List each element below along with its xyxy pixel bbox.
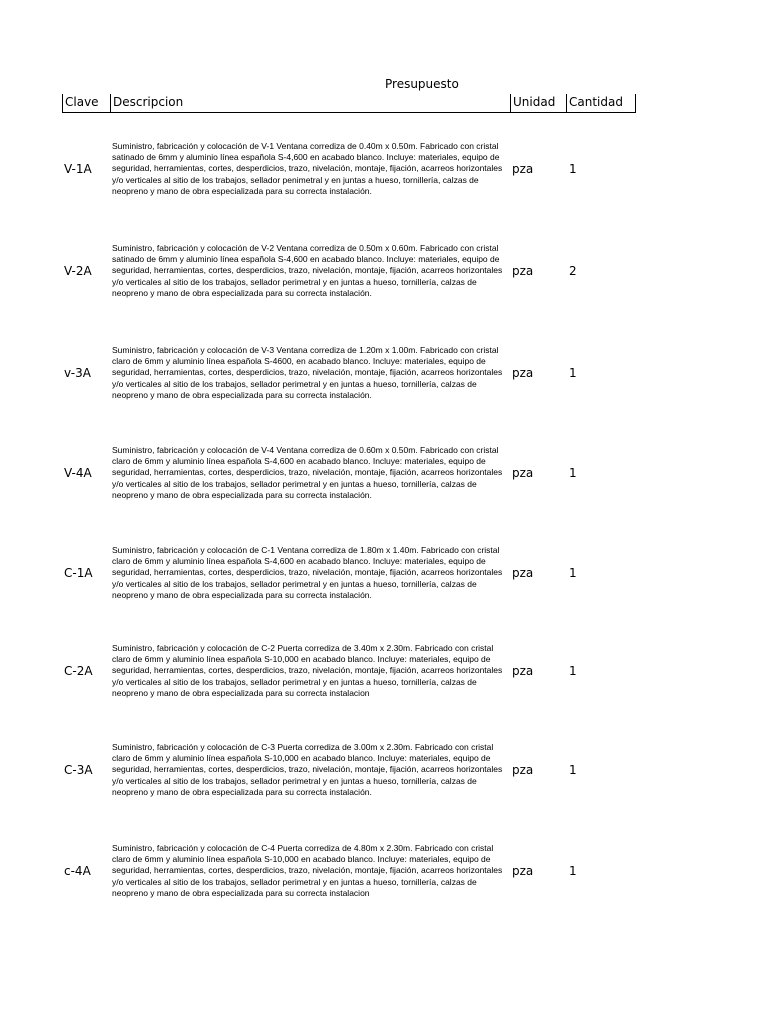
cell-clave: V-2A [64,264,92,278]
cell-descripcion [112,435,512,511]
cell-clave: v-3A [64,366,91,380]
cell-unidad: pza [512,864,534,878]
cell-clave: V-1A [64,162,92,176]
cell-clave: V-4A [64,466,92,480]
descripcion-text: Suministro, fabricación y colocación de V-1 Ventana corrediza de 0.40m x 0.50m. Fabricado con cristal satinado de 6mm y aluminio línea española S-4,600 en acabado blanco. Incluye: materiales, equipo de seguridad, herramientas, cortes, desperdicios, trazo, nivelación, montaje, fijación, acarreos horizontales y/o verticales al sitio de los trabajos, sellador penimetral y en juntas a hueso, tornillería, calzas de neopreno y mano de obra especializada para su correcta instalación. [112,140,503,196]
cell-unidad: pza [512,264,534,278]
cell-clave: C-1A [64,566,93,580]
descripcion-text: Suministro, fabricación y colocación de C-4 Puerta corrediza de 4.80m x 2.30m. Fabricado con cristal claro de 6mm y aluminio línea española S-10,000 en acabado blanco. Incluye: materiales, equipo de seguridad, herramientas, cortes, desperdicios, trazo, nivelación, montaje, fijación, acarreos horizontales y/o verticales al sitio de los trabajos, sellador perimetral y en juntas a hueso, tornillería, calzas de neopreno y mano de obra especializada para su correcta instalacion [112,842,503,898]
descripcion-text: Suministro, fabricación y colocación de C-3 Puerta corrediza de 3.00m x 2.30m. Fabricado con cristal claro de 6mm y aluminio línea española S-10,000 en acabado blanco. Incluye: materiales, equipo de seguridad, herramientas, cortes, desperdicios, trazo, nivelación, montaje, fijación, acarreos horizontales y/o verticales al sitio de los trabajos, sellador perimetral y en juntas a hueso, tornillería, calzas de neopreno y mano de obra especializada para su correcta instalación. [112,741,503,797]
table-row [62,435,636,511]
cell-clave: C-2A [64,664,93,678]
cell-cantidad: 1 [569,763,577,777]
descripcion-text: Suministro, fabricación y colocación de V-4 Ventana corrediza de 0.60m x 0.50m. Fabricado con cristal claro de 6mm y aluminio línea española S-4,600 en acabado blanco. Incluye: materiales, equipo de seguridad, herramientas, cortes, desperdicios, trazo, nivelación, montaje, fijación, acarreos horizontales y/o verticales al sitio de los trabajos, sellador perimetral y en juntas a hueso, tornillería, calzas de neopreno y mano de obra especializada para su correcta instalación. [112,444,503,500]
cell-cantidad: 1 [569,466,577,480]
descripcion-text: Suministro, fabricación y colocación de C-1 Ventana corrediza de 1.80m x 1.40m. Fabricado con cristal claro de 6mm y aluminio línea española S-4,600 en acabado blanco. Incluye: materiales, equipo de seguridad, herramientas, cortes, desperdicios, trazo, nivelación, montaje, fijación, acarreos horizontales y/o verticales al sitio de los trabajos, sellador perimetral y en juntas a hueso, tornillería, calzas de neopreno y mano de obra especializada para su correcta instalación. [112,544,503,600]
table-row [62,535,636,611]
table-row [62,732,636,808]
column-header-descripcion: Descripcion [110,94,510,112]
cell-cantidad: 2 [569,264,577,278]
table-row [62,131,636,207]
cell-descripcion [112,833,512,909]
column-header-clave: Clave [62,94,110,112]
cell-cantidad: 1 [569,864,577,878]
cell-unidad: pza [512,366,534,380]
table-row [62,633,636,709]
cell-descripcion [112,633,512,709]
table-header [62,94,636,113]
cell-clave: C-3A [64,763,93,777]
cell-unidad: pza [512,763,534,777]
cell-clave: c-4A [64,864,91,878]
descripcion-text: Suministro, fabricación y colocación de V-3 Ventana corrediza de 1.20m x 1.00m. Fabricado con cristal claro de 6mm y aluminio línea española S-4600, en acabado blanco. Incluye: materiales, equipo de seguridad, herramientas, cortes, desperdicios, trazo, nivelación, montaje, fijación, acarreos horizontales y/o verticales al sitio de los trabajos, sellador perimetral y en juntas a hueso, tornillería, calzas de neopreno y mano de obra especializada para su correcta instalación. [112,344,503,400]
cell-descripcion [112,233,512,309]
cell-descripcion [112,535,512,611]
cell-cantidad: 1 [569,566,577,580]
page-title: Presupuesto [385,77,459,91]
cell-descripcion [112,732,512,808]
column-header-cantidad: Cantidad [566,94,636,112]
cell-unidad: pza [512,466,534,480]
cell-cantidad: 1 [569,366,577,380]
descripcion-text: Suministro, fabricación y colocación de V-2 Ventana corrediza de 0.50m x 0.60m. Fabricado con cristal satinado de 6mm y aluminio línea española S-4,600 en acabado blanco. Incluye: materiales, equipo de seguridad, herramientas, cortes, desperdicios, trazo, nivelación, montaje, fijación, acarreos horizontales y/o verticales al sitio de los trabajos, sellador perimetral y en juntas a hueso, tornillería, calzas de neopreno y mano de obra especializada para su correcta instalación. [112,242,503,298]
table-row [62,833,636,909]
table-row [62,335,636,411]
cell-unidad: pza [512,566,534,580]
descripcion-text: Suministro, fabricación y colocación de C-2 Puerta corrediza de 3.40m x 2.30m. Fabricado con cristal claro de 6mm y aluminio línea española S-10,000 en acabado blanco. Incluye: materiales, equipo de seguridad, herramientas, cortes, desperdicios, trazo, nivelación, montaje, fijación, acarreos horizontales y/o verticales al sitio de los trabajos, sellador perimetral y en juntas a hueso, tornillería, calzas de neopreno y mano de obra especializada para su correcta instalacion [112,642,503,698]
cell-cantidad: 1 [569,162,577,176]
table-row [62,233,636,309]
cell-unidad: pza [512,162,534,176]
cell-cantidad: 1 [569,664,577,678]
cell-descripcion [112,335,512,411]
cell-unidad: pza [512,664,534,678]
column-header-unidad: Unidad [510,94,566,112]
cell-descripcion [112,131,512,207]
